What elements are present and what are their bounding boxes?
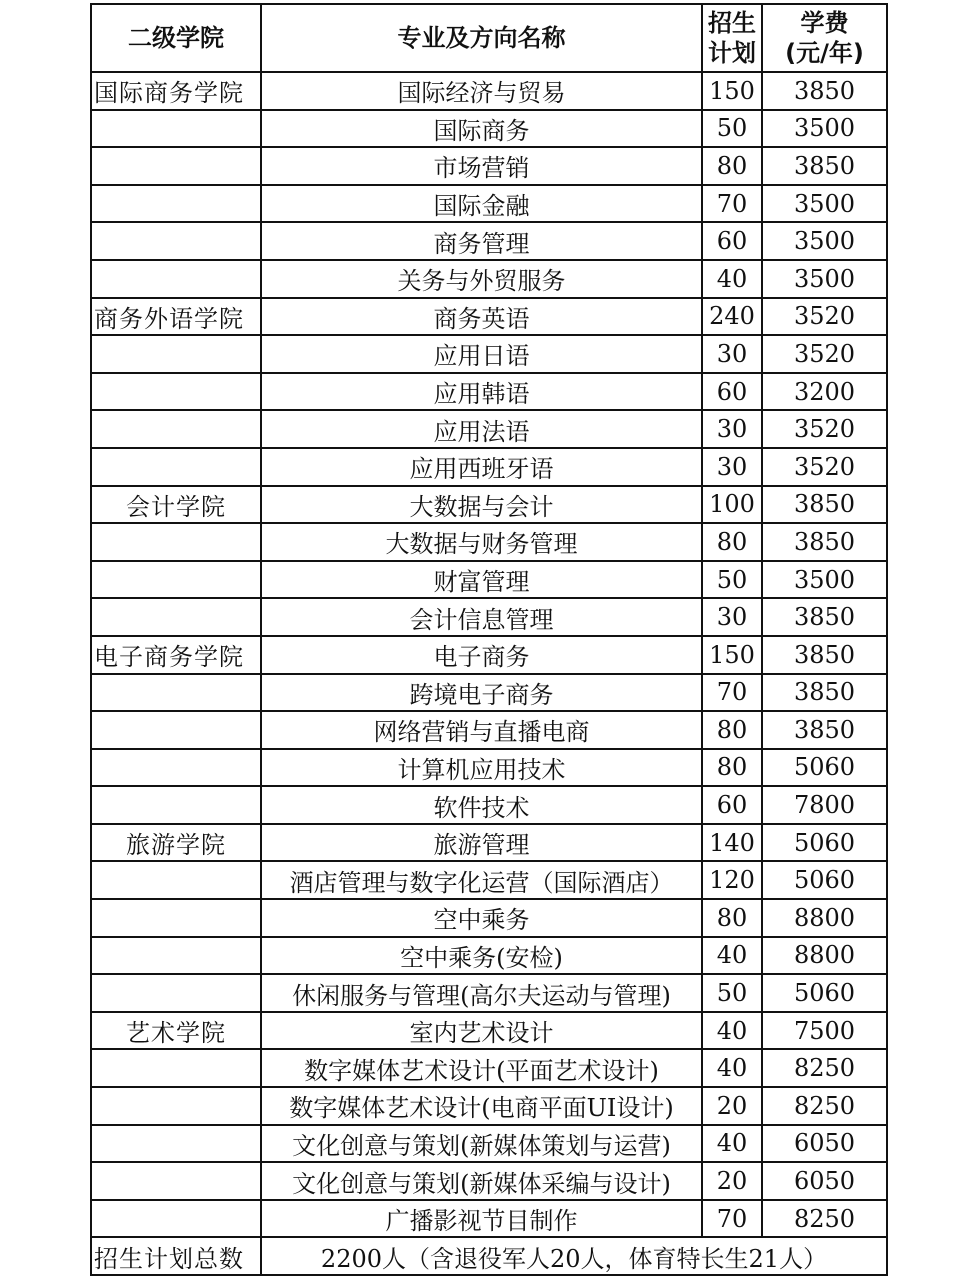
- cell-fee: 8250: [762, 1200, 887, 1238]
- cell-fee: 8800: [762, 937, 887, 975]
- cell-major: 数字媒体艺术设计(平面艺术设计): [261, 1049, 702, 1087]
- cell-college: [91, 974, 261, 1012]
- header-plan-line2: 计划: [708, 39, 756, 67]
- cell-plan: 40: [702, 1125, 762, 1163]
- cell-major: 商务管理: [261, 222, 702, 260]
- table-row: [91, 1125, 887, 1163]
- cell-college: [91, 1125, 261, 1163]
- cell-college: [91, 899, 261, 937]
- header-row: [91, 4, 887, 72]
- cell-fee: 3500: [762, 222, 887, 260]
- cell-college: [91, 260, 261, 298]
- cell-major: 空中乘务(安检): [261, 937, 702, 975]
- cell-plan: 30: [702, 598, 762, 636]
- table-row: [91, 523, 887, 561]
- cell-plan: 60: [702, 222, 762, 260]
- cell-college: 商务外语学院: [91, 298, 261, 336]
- cell-major: 国际金融: [261, 185, 702, 223]
- cell-plan: 80: [702, 749, 762, 787]
- cell-major: 数字媒体艺术设计(电商平面UI设计): [261, 1087, 702, 1125]
- cell-college: [91, 410, 261, 448]
- cell-fee: 3520: [762, 335, 887, 373]
- cell-college: 会计学院: [91, 486, 261, 524]
- cell-plan: 50: [702, 110, 762, 148]
- header-major: 专业及方向名称: [261, 4, 702, 72]
- cell-plan: 20: [702, 1087, 762, 1125]
- cell-fee: 3500: [762, 110, 887, 148]
- cell-plan: 100: [702, 486, 762, 524]
- cell-fee: 3850: [762, 598, 887, 636]
- cell-major: 应用韩语: [261, 373, 702, 411]
- cell-college: [91, 598, 261, 636]
- table-row: [91, 486, 887, 524]
- cell-fee: 5060: [762, 974, 887, 1012]
- cell-college: [91, 523, 261, 561]
- cell-major: 应用西班牙语: [261, 448, 702, 486]
- cell-plan: 240: [702, 298, 762, 336]
- cell-plan: 20: [702, 1162, 762, 1200]
- cell-plan: 30: [702, 448, 762, 486]
- total-value: 2200人（含退役军人20人，体育特长生21人）: [261, 1237, 887, 1275]
- cell-major: 文化创意与策划(新媒体采编与设计): [261, 1162, 702, 1200]
- cell-college: [91, 674, 261, 712]
- header-plan-line1: 招生: [708, 9, 756, 37]
- cell-plan: 50: [702, 974, 762, 1012]
- table-row: [91, 636, 887, 674]
- table-row: [91, 1162, 887, 1200]
- cell-major: 电子商务: [261, 636, 702, 674]
- cell-fee: 3200: [762, 373, 887, 411]
- cell-major: 室内艺术设计: [261, 1012, 702, 1050]
- table-row: [91, 749, 887, 787]
- total-label: 招生计划总数: [91, 1237, 261, 1275]
- cell-plan: 70: [702, 185, 762, 223]
- cell-fee: 3850: [762, 674, 887, 712]
- table-row: [91, 937, 887, 975]
- table-row: [91, 674, 887, 712]
- cell-major: 应用日语: [261, 335, 702, 373]
- cell-major: 广播影视节目制作: [261, 1200, 702, 1238]
- table-row: [91, 1049, 887, 1087]
- cell-college: 电子商务学院: [91, 636, 261, 674]
- cell-fee: 3850: [762, 486, 887, 524]
- table-row: [91, 298, 887, 336]
- cell-fee: 3500: [762, 260, 887, 298]
- cell-plan: 80: [702, 147, 762, 185]
- cell-plan: 120: [702, 861, 762, 899]
- table-row: [91, 561, 887, 599]
- cell-fee: 3850: [762, 147, 887, 185]
- cell-fee: 3520: [762, 298, 887, 336]
- cell-major: 软件技术: [261, 786, 702, 824]
- table-row: [91, 335, 887, 373]
- table-row: [91, 185, 887, 223]
- cell-college: [91, 110, 261, 148]
- cell-plan: 140: [702, 824, 762, 862]
- cell-plan: 60: [702, 373, 762, 411]
- cell-plan: 80: [702, 711, 762, 749]
- cell-fee: 7500: [762, 1012, 887, 1050]
- cell-college: [91, 185, 261, 223]
- cell-plan: 150: [702, 636, 762, 674]
- cell-fee: 8250: [762, 1087, 887, 1125]
- table-row: [91, 598, 887, 636]
- cell-plan: 50: [702, 561, 762, 599]
- table-row: [91, 110, 887, 148]
- cell-fee: 3500: [762, 561, 887, 599]
- table-row: [91, 222, 887, 260]
- cell-college: [91, 373, 261, 411]
- cell-college: [91, 222, 261, 260]
- cell-fee: 3850: [762, 72, 887, 110]
- cell-college: [91, 861, 261, 899]
- cell-major: 会计信息管理: [261, 598, 702, 636]
- table-body: [91, 72, 887, 1237]
- cell-plan: 60: [702, 786, 762, 824]
- cell-college: [91, 1049, 261, 1087]
- cell-college: [91, 786, 261, 824]
- cell-fee: 6050: [762, 1125, 887, 1163]
- table-row: [91, 1200, 887, 1238]
- cell-college: [91, 561, 261, 599]
- cell-fee: 3520: [762, 448, 887, 486]
- cell-plan: 70: [702, 674, 762, 712]
- cell-major: 商务英语: [261, 298, 702, 336]
- cell-major: 计算机应用技术: [261, 749, 702, 787]
- cell-fee: 7800: [762, 786, 887, 824]
- table-row: [91, 1012, 887, 1050]
- cell-plan: 30: [702, 335, 762, 373]
- cell-college: [91, 1087, 261, 1125]
- table-row: [91, 974, 887, 1012]
- cell-plan: 70: [702, 1200, 762, 1238]
- cell-college: 国际商务学院: [91, 72, 261, 110]
- cell-fee: 8800: [762, 899, 887, 937]
- header-fee: [762, 4, 887, 72]
- cell-plan: 40: [702, 1012, 762, 1050]
- table-row: [91, 861, 887, 899]
- cell-major: 大数据与财务管理: [261, 523, 702, 561]
- cell-major: 酒店管理与数字化运营（国际酒店）: [261, 861, 702, 899]
- cell-major: 市场营销: [261, 147, 702, 185]
- cell-college: [91, 749, 261, 787]
- cell-college: [91, 711, 261, 749]
- cell-plan: 30: [702, 410, 762, 448]
- cell-college: [91, 448, 261, 486]
- table-row: [91, 72, 887, 110]
- cell-college: 艺术学院: [91, 1012, 261, 1050]
- header-fee-line1: 学费: [800, 9, 849, 37]
- cell-major: 国际商务: [261, 110, 702, 148]
- cell-college: [91, 937, 261, 975]
- total-row: [91, 1237, 887, 1275]
- cell-major: 空中乘务: [261, 899, 702, 937]
- cell-fee: 3520: [762, 410, 887, 448]
- table-row: [91, 260, 887, 298]
- cell-plan: 40: [702, 1049, 762, 1087]
- cell-major: 财富管理: [261, 561, 702, 599]
- cell-fee: 5060: [762, 861, 887, 899]
- header-fee-line2: (元/年): [785, 39, 864, 67]
- header-plan: [702, 4, 762, 72]
- cell-major: 跨境电子商务: [261, 674, 702, 712]
- cell-major: 休闲服务与管理(高尔夫运动与管理): [261, 974, 702, 1012]
- cell-plan: 40: [702, 937, 762, 975]
- table-row: [91, 711, 887, 749]
- cell-college: [91, 147, 261, 185]
- table-row: [91, 824, 887, 862]
- table-row: [91, 147, 887, 185]
- cell-major: 旅游管理: [261, 824, 702, 862]
- table-row: [91, 410, 887, 448]
- cell-major: 文化创意与策划(新媒体策划与运营): [261, 1125, 702, 1163]
- cell-college: [91, 1200, 261, 1238]
- table-row: [91, 373, 887, 411]
- cell-plan: 40: [702, 260, 762, 298]
- table-row: [91, 899, 887, 937]
- cell-fee: 3850: [762, 711, 887, 749]
- cell-fee: 5060: [762, 749, 887, 787]
- cell-fee: 3850: [762, 636, 887, 674]
- table-row: [91, 1087, 887, 1125]
- header-college: 二级学院: [91, 4, 261, 72]
- cell-college: [91, 335, 261, 373]
- cell-fee: 5060: [762, 824, 887, 862]
- cell-fee: 3500: [762, 185, 887, 223]
- cell-college: [91, 1162, 261, 1200]
- cell-major: 应用法语: [261, 410, 702, 448]
- cell-plan: 150: [702, 72, 762, 110]
- enrollment-table: [90, 3, 888, 1276]
- cell-major: 网络营销与直播电商: [261, 711, 702, 749]
- cell-major: 大数据与会计: [261, 486, 702, 524]
- cell-major: 关务与外贸服务: [261, 260, 702, 298]
- cell-fee: 6050: [762, 1162, 887, 1200]
- cell-college: 旅游学院: [91, 824, 261, 862]
- table-row: [91, 786, 887, 824]
- cell-major: 国际经济与贸易: [261, 72, 702, 110]
- cell-plan: 80: [702, 523, 762, 561]
- cell-fee: 3850: [762, 523, 887, 561]
- cell-plan: 80: [702, 899, 762, 937]
- table-row: [91, 448, 887, 486]
- cell-fee: 8250: [762, 1049, 887, 1087]
